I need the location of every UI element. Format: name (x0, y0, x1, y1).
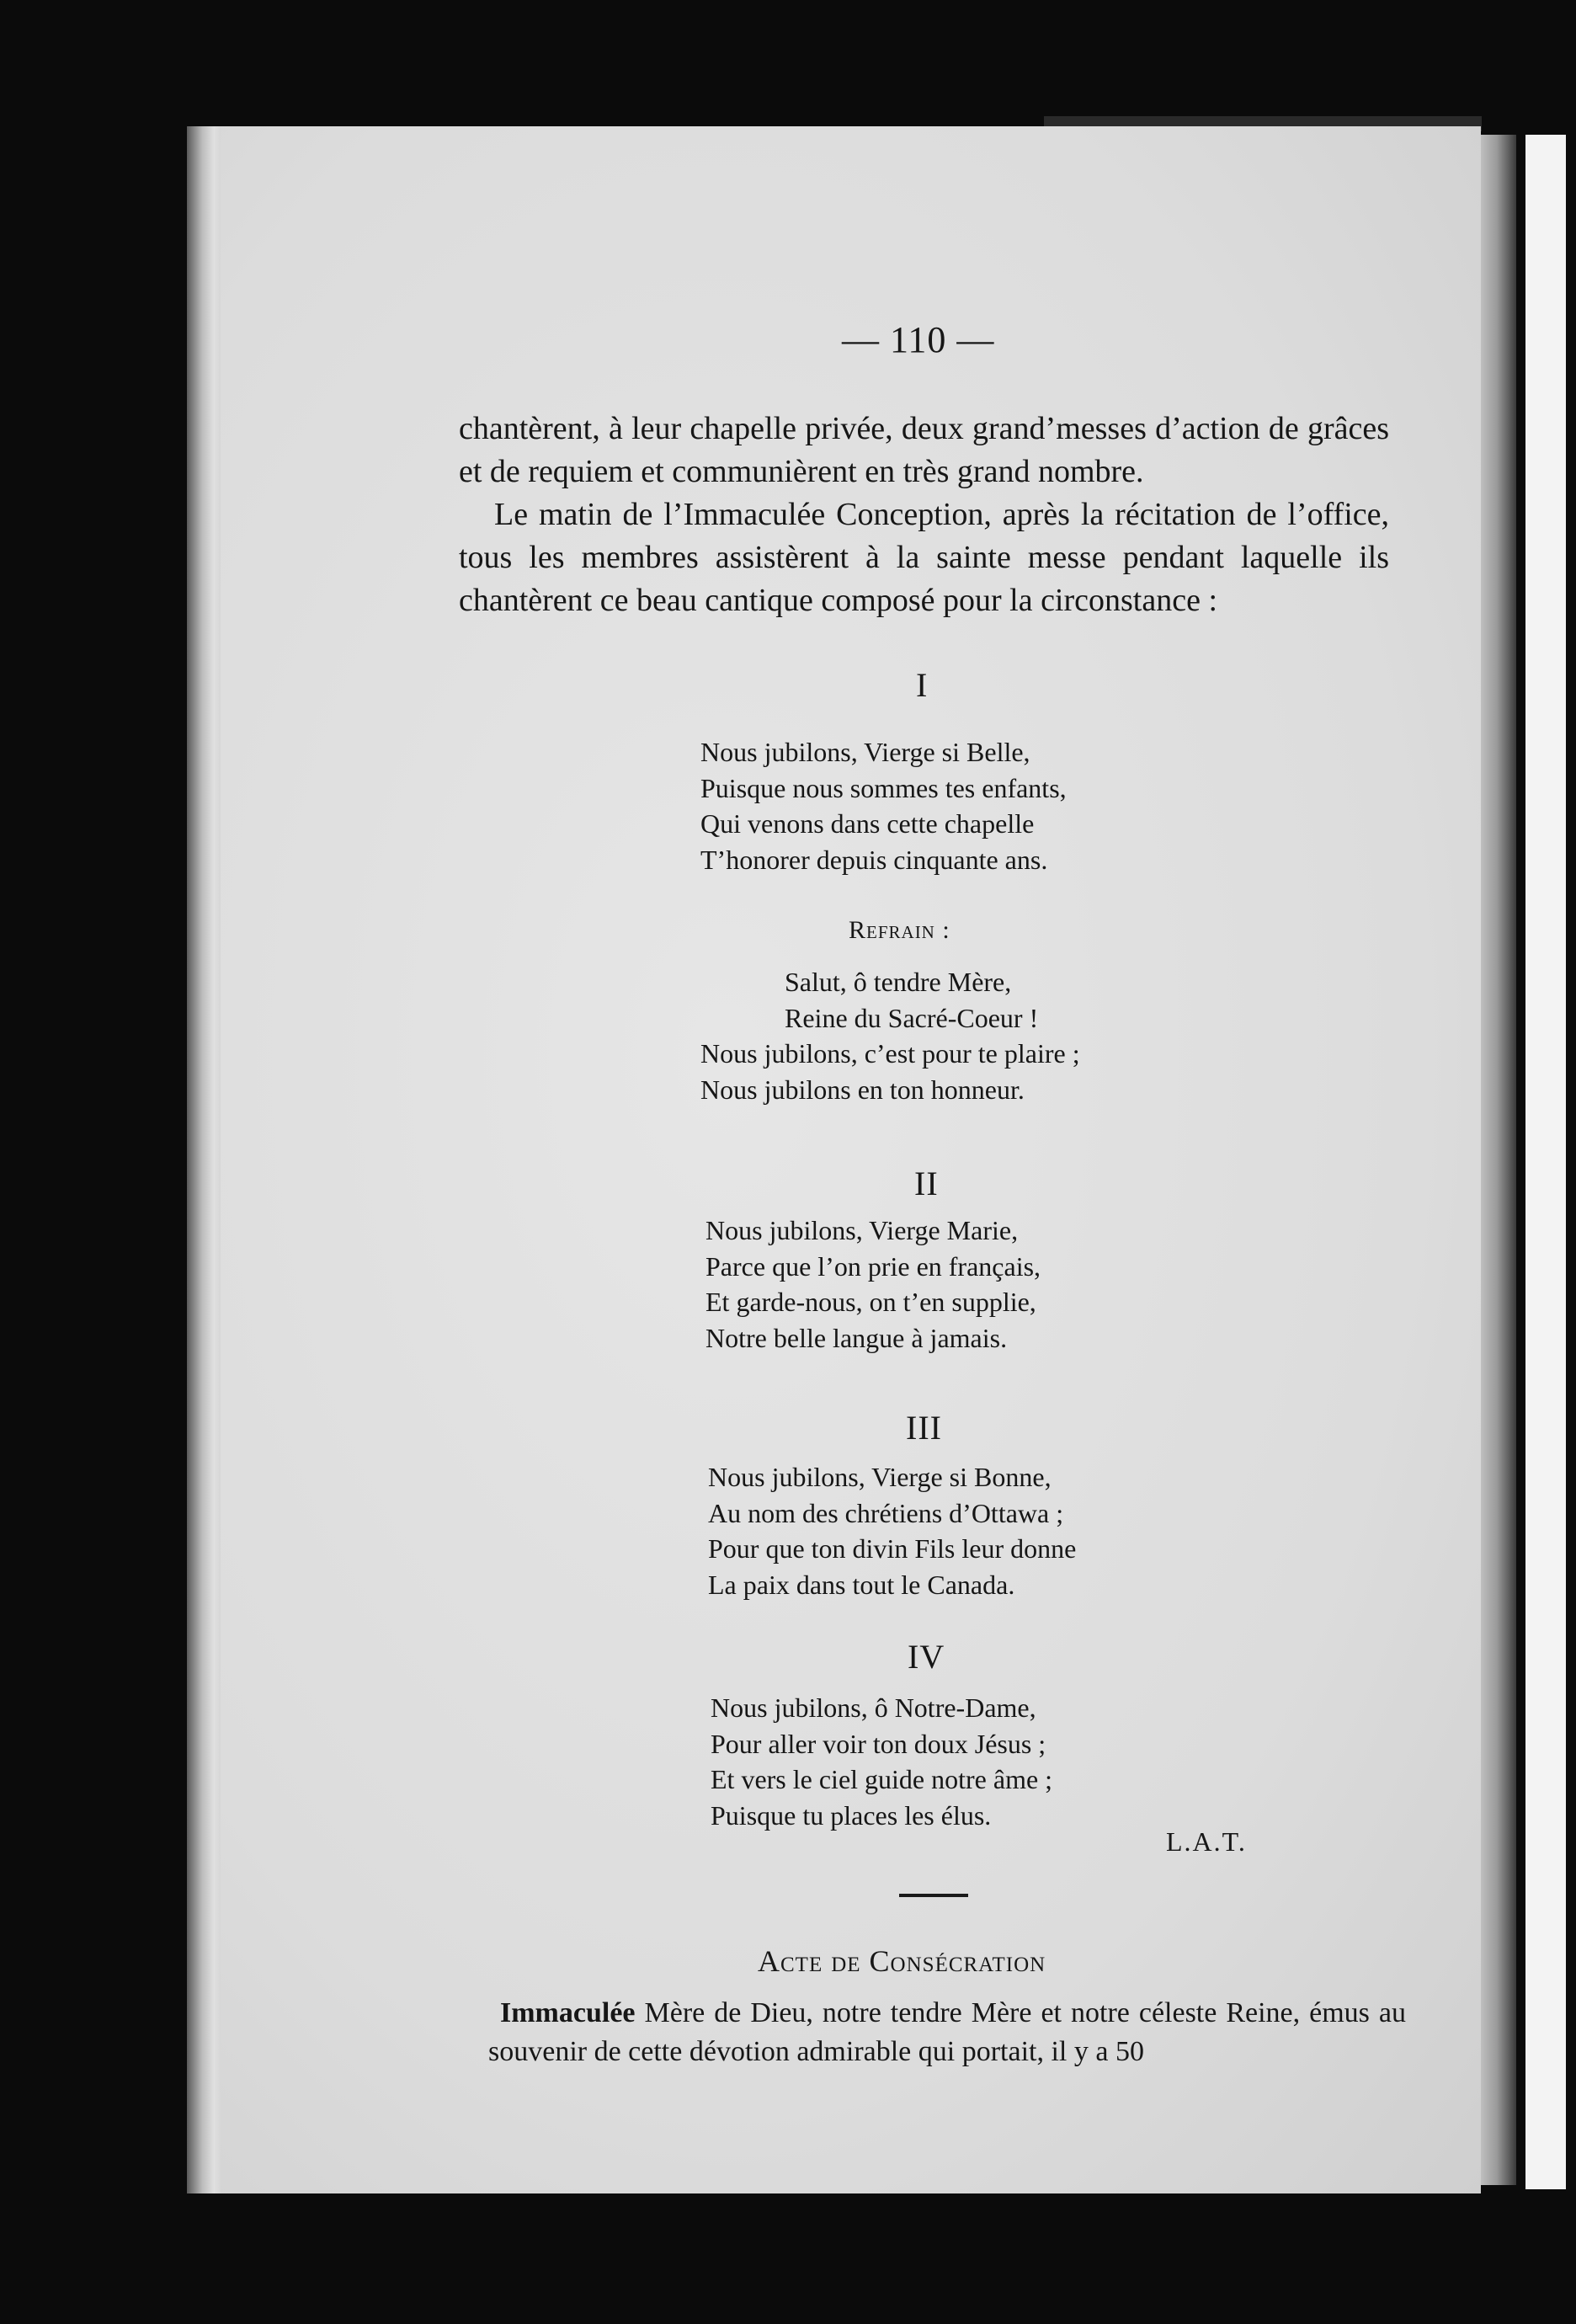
stanza-line: Nous jubilons, Vierge si Bonne, (708, 1462, 1052, 1492)
intro-paragraph-2: Le matin de l’Immaculée Conception, après la récitation de l’office, tous les membres assistèrent à la sainte messe pendant laquelle ils chantèrent ce beau cantique composé pour la circonstance : (459, 497, 1389, 618)
stanza-line: Puisque nous sommes tes enfants, (700, 772, 1067, 803)
stanza-line: Nous jubilons, Vierge si Belle, (700, 737, 1030, 767)
stanza-numeral-1: I (916, 666, 929, 704)
page-number: — 110 — (842, 319, 995, 360)
stanza-line: Au nom des chrétiens d’Ottawa ; (708, 1497, 1064, 1528)
refrain (700, 964, 1080, 1107)
consecration-text (488, 1994, 1406, 2071)
stanza-line: Et garde-nous, on t’en supplie, (705, 1287, 1036, 1317)
stanza-line: Pour que ton divin Fils leur donne (708, 1533, 1077, 1564)
stanza-line: Et vers le ciel guide notre âme ; (711, 1764, 1053, 1794)
page-edge-right (1481, 135, 1516, 2185)
refrain-line: Nous jubilons en ton honneur. (700, 1074, 1025, 1105)
refrain-line: Reine du Sacré-Coeur ! (785, 1002, 1039, 1033)
consecration-body: Mère de Dieu, notre tendre Mère et notre céleste Reine, émus au souvenir de cette dévotion admirable qui portait, il y a 50 (488, 1997, 1406, 2067)
stanza-3 (708, 1459, 1076, 1602)
consecration-paragraph (488, 1994, 1406, 2071)
section-title: Acte de Consécration (758, 1944, 1046, 1978)
stanza-line: La paix dans tout le Canada. (708, 1569, 1015, 1600)
stanza-4 (711, 1690, 1052, 1833)
stanza-numeral-2: II (914, 1165, 939, 1202)
stanza-line: Qui venons dans cette chapelle (700, 808, 1035, 839)
stanza-line: Pour aller voir ton doux Jésus ; (711, 1728, 1046, 1759)
intro-paragraph-1: chantèrent, à leur chapelle privée, deux grand’messes d’action de grâces et de requiem et communièrent en très grand nombre. (459, 411, 1389, 489)
stanza-2 (705, 1213, 1041, 1356)
stanza-numeral-4: IV (908, 1638, 945, 1676)
stanza-1 (700, 734, 1067, 877)
next-page-edge (1525, 135, 1566, 2189)
refrain-label: Refrain : (849, 916, 950, 944)
section-divider (899, 1894, 968, 1897)
author-signature: L.A.T. (1166, 1826, 1247, 1857)
stanza-line: Notre belle langue à jamais. (705, 1322, 1008, 1353)
stanza-line: Nous jubilons, Vierge Marie, (705, 1215, 1019, 1245)
refrain-line: Salut, ô tendre Mère, (785, 967, 1012, 997)
stanza-line: Nous jubilons, ô Notre-Dame, (711, 1692, 1036, 1723)
intro-text (459, 408, 1389, 622)
refrain-line: Nous jubilons, c’est pour te plaire ; (700, 1038, 1080, 1069)
consecration-lead-word: Immaculée (500, 1997, 636, 2028)
stanza-numeral-3: III (906, 1409, 942, 1447)
stanza-line: T’honorer depuis cinquante ans. (700, 844, 1048, 875)
stanza-line: Puisque tu places les élus. (711, 1799, 992, 1831)
stanza-line: Parce que l’on prie en français, (705, 1250, 1041, 1282)
